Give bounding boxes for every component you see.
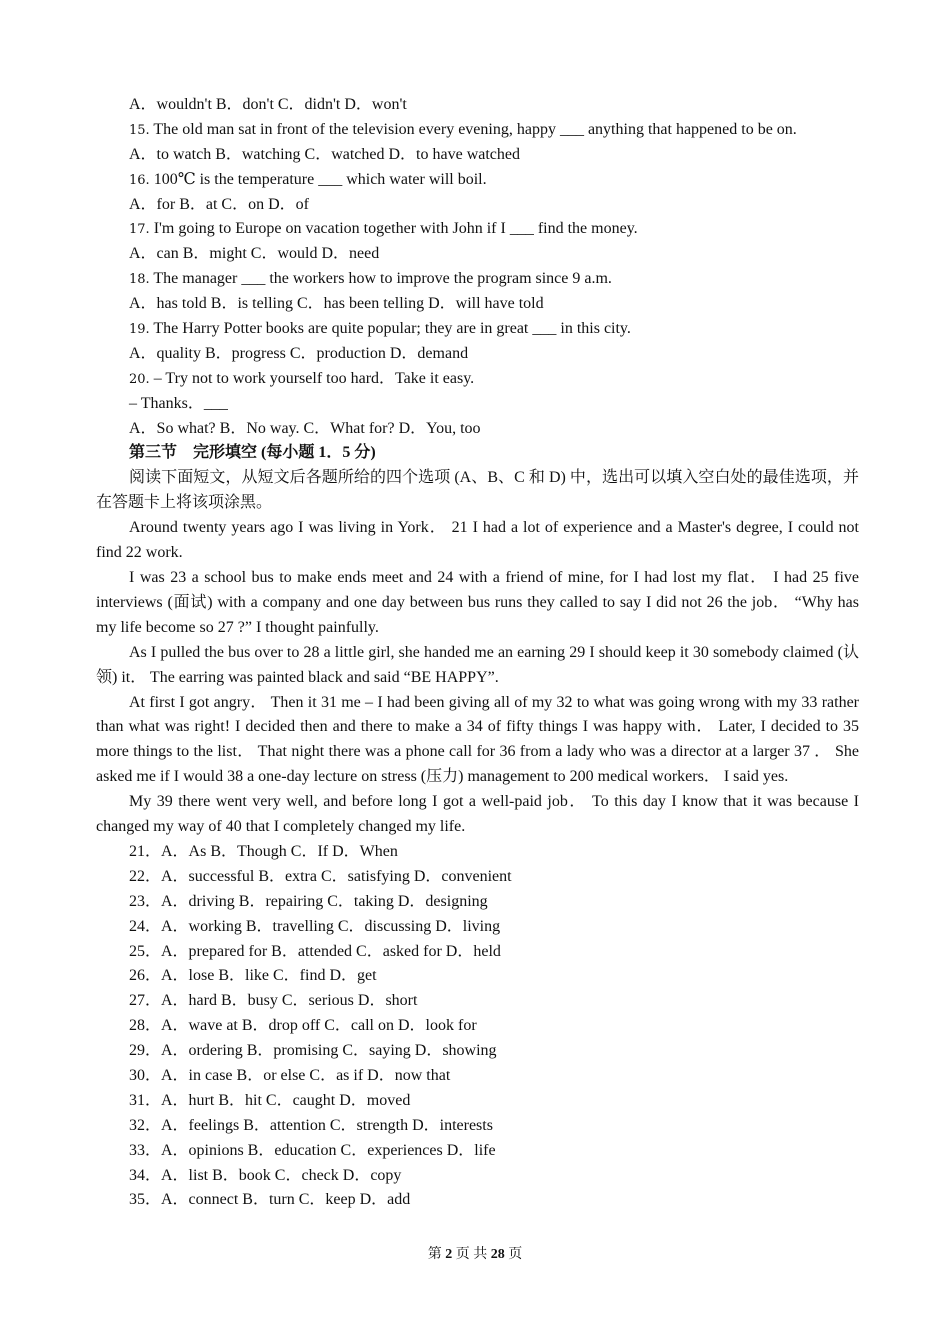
mc-options: A．to watch B．watching C．watched D．to have watched: [129, 145, 521, 163]
answer-option-34: 34．A．list B．book C．check D．copy: [129, 1166, 402, 1184]
question-number: 20.: [129, 371, 150, 387]
answer-options-list: [96, 840, 859, 1213]
answer-option-23: 23．A．driving B．repairing C．taking D．designing: [129, 892, 488, 910]
answer-option-25: 25．A．prepared for B．attended C．asked for D．held: [129, 942, 501, 960]
question-text: 100℃ is the temperature ___ which water will boil.: [149, 170, 487, 188]
passage-paragraph: As I pulled the bus over to 28 a little girl, she handed me an earning 29 I should keep it 30 somebody claimed (认领) it． The earring was painted black and said “BE HAPPY”.: [96, 643, 859, 686]
mc-options: A．has told B．is telling C．has been telling D．will have told: [129, 295, 544, 313]
question-number: 16.: [129, 172, 150, 188]
passage-paragraph: At first I got angry． Then it 31 me – I had been giving all of my 32 to what was going wrong with my 33 rather than what was right! I decided then and there to make a 34 of fifty things I was happy with． Later, I decided to 35 more things to the list． That night there was a phone call for 36 from a lady who was a director at a larger 37 ． She asked me if I would 38 a one-day lecture on stress (压力) management to 200 medical workers． I said yes.: [96, 693, 860, 786]
mc-options: A．quality B．progress C．production D．demand: [129, 344, 469, 362]
answer-option-26: 26．A．lose B．like C．find D．get: [129, 967, 377, 985]
page-content: [96, 93, 859, 1213]
passage-paragraph: Around twenty years ago I was living in York． 21 I had a lot of experience and a Master's degree, I could not find 22 work.: [96, 519, 859, 562]
mc-options: A．So what? B．No way. C．What for? D．You, too: [129, 419, 481, 437]
question-20: [96, 367, 859, 392]
answer-option-28: 28．A．wave at B．drop off C．call on D．look for: [129, 1017, 477, 1035]
question-number: 17.: [129, 222, 150, 238]
question-text: The Harry Potter books are quite popular; they are in great ___ in this city.: [149, 320, 631, 338]
question-19: [96, 317, 859, 342]
question-17: [96, 217, 859, 242]
answer-option-27: 27．A．hard B．busy C．serious D．short: [129, 992, 418, 1010]
answer-option-21: 21．A．As B．Though C．If D．When: [129, 842, 398, 860]
question-text: I'm going to Europe on vacation together with John if I ___ find the money.: [149, 220, 638, 238]
question-number: 19.: [129, 322, 150, 338]
passage-paragraph: My 39 there went very well, and before long I got a well-paid job． To this day I know that it was because I changed my way of 40 that I completely changed my life.: [96, 793, 859, 836]
answer-option-32: 32．A．feelings B．attention C．strength D．interests: [129, 1116, 493, 1134]
total-pages: 28: [490, 1247, 505, 1262]
answer-option-29: 29．A．ordering B．promising C．saying D．showing: [129, 1042, 497, 1060]
question-16: [96, 168, 859, 193]
passage-paragraph: I was 23 a school bus to make ends meet and 24 with a friend of mine, for I had lost my flat． I had 25 five interviews (面试) with a company and one day between bus runs they called to say I did not 26 the job． “Why has my life become so 27 ?” I thought painfully.: [96, 568, 859, 636]
mc-options: A．can B．might C．would D．need: [129, 245, 380, 263]
question-20-reply: – Thanks．___: [129, 394, 228, 412]
answer-option-33: 33．A．opinions B．education C．experiences D．life: [129, 1141, 496, 1159]
question-number: 15.: [129, 122, 150, 138]
question-text: – Try not to work yourself too hard．Take it easy.: [149, 369, 475, 387]
page-number: 2: [445, 1247, 453, 1262]
question-text: The manager ___ the workers how to improve the program since 9 a.m.: [149, 270, 612, 288]
answer-option-24: 24．A．working B．travelling C．discussing D．living: [129, 917, 501, 935]
question-15: [96, 118, 859, 143]
mc-options: A．wouldn't B．don't C．didn't D．won't: [129, 96, 407, 113]
cloze-passage: [96, 516, 859, 840]
answer-option-22: 22．A．successful B．extra C．satisfying D．convenient: [129, 867, 512, 885]
question-number: 18.: [129, 272, 150, 288]
question-text: The old man sat in front of the television every evening, happy ___ anything that happened to be on.: [149, 120, 797, 138]
question-18: [96, 267, 859, 292]
mc-options: A．for B．at C．on D．of: [129, 195, 309, 213]
answer-option-35: 35．A．connect B．turn C．keep D．add: [129, 1191, 411, 1209]
section-instruction: 阅读下面短文，从短文后各题所给的四个选项 (A、B、C 和 D) 中，选出可以填入空白处的最佳选项，并在答题卡上将该项涂黑。: [96, 469, 859, 512]
page-footer: 第 2 页 共 28 页: [427, 1247, 523, 1262]
answer-option-31: 31．A．hurt B．hit C．caught D．moved: [129, 1091, 411, 1109]
answer-option-30: 30．A．in case B．or else C．as if D．now that: [129, 1066, 451, 1084]
section-title: 第三节 完形填空 (每小题 1．5 分): [129, 444, 376, 462]
